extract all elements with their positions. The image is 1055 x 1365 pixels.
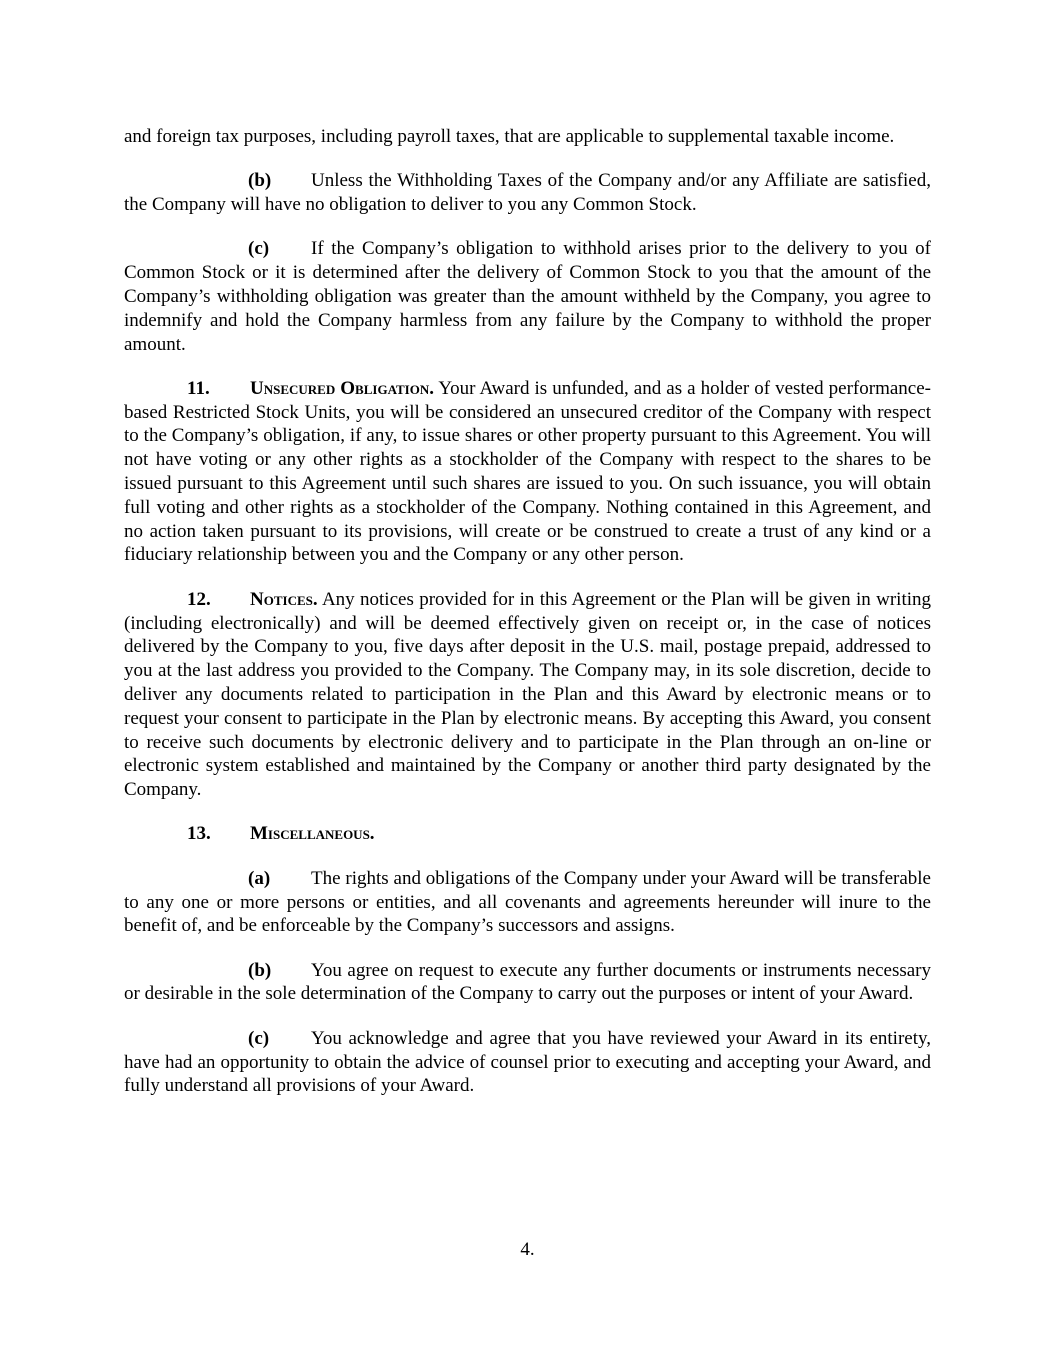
subsection-13-c <box>124 1027 931 1098</box>
subsection-marker: (c) <box>248 1027 270 1049</box>
document-body <box>124 125 931 1119</box>
section-title: Unsecured Obligation. <box>250 377 434 399</box>
subsection-13-b <box>124 959 931 1007</box>
paragraph-continuation <box>124 125 931 149</box>
section-number: 12. <box>187 588 211 610</box>
section-number: 11. <box>187 377 210 399</box>
section-number: 13. <box>187 823 211 845</box>
subsection-10-c <box>124 237 931 356</box>
section-title: Notices. <box>250 588 318 610</box>
section-11 <box>124 377 931 567</box>
subsection-text: Unless the Withholding Taxes of the Company and/or any Affiliate are satisfied, the Company will have no obligation to deliver to you any Common Stock. <box>124 170 931 216</box>
subsection-marker: (c) <box>248 238 270 260</box>
subsection-10-b <box>124 169 931 217</box>
paragraph-text: and foreign tax purposes, including payroll taxes, that are applicable to supplemental taxable income. <box>124 126 895 147</box>
subsection-marker: (a) <box>248 867 271 889</box>
page-number: 4. <box>520 1239 535 1260</box>
section-12 <box>124 588 931 802</box>
subsection-text: The rights and obligations of the Company under your Award will be transferable to any one or more persons or entities, and all covenants and agreements hereunder will inure to the benefit of, and be enforceable by the Company’s successors and assigns. <box>124 867 931 937</box>
section-13 <box>124 822 931 846</box>
subsection-text: If the Company’s obligation to withhold arises prior to the delivery to you of Common Stock or it is determined after the delivery of Common Stock to you that the amount of the Company’s withholding obligation was greater than the amount withheld by the Company, you agree to indemnify and hold the Company harmless from any failure by the Company to withhold the proper amount. <box>124 238 931 355</box>
section-title: Miscellaneous. <box>250 823 375 845</box>
subsection-text: You agree on request to execute any further documents or instruments necessary or desirable in the sole determination of the Company to carry out the purposes or intent of your Award. <box>124 959 931 1005</box>
subsection-marker: (b) <box>248 959 272 981</box>
section-text: Your Award is unfunded, and as a holder of vested performance-based Restricted Stock Units, you will be considered an unsecured creditor of the Company with respect to the Company’s obligation, if any, to issue shares or other property pursuant to this Agreement. You will not have voting or any other rights as a stockholder of the Company with respect to the shares to be issued pursuant to this Agreement until such shares are issued to you. On such issuance, you will obtain full voting and other rights as a stockholder of the Company. Nothing contained in this Agreement, and no action taken pursuant to its provisions, will create or be construed to create a trust of any kind or a fiduciary relationship between you and the Company or any other person. <box>124 377 931 566</box>
subsection-13-a <box>124 867 931 938</box>
subsection-text: You acknowledge and agree that you have reviewed your Award in its entirety, have had an opportunity to obtain the advice of counsel prior to executing and accepting your Award, and fully understand all provisions of your Award. <box>124 1027 931 1097</box>
section-text: Any notices provided for in this Agreement or the Plan will be given in writing (including electronically) and will be deemed effectively given on receipt or, in the case of notices delivered by the Company to you, five days after deposit in the U.S. mail, postage prepaid, addressed to you at the last address you provided to the Company. The Company may, in its sole discretion, decide to deliver any documents related to participation in the Plan and this Award by electronic means or to request your consent to participate in the Plan by electronic means. By accepting this Award, you consent to receive such documents by electronic delivery and to participate in the Plan through an on-line or electronic system established and maintained by the Company or another third party designated by the Company. <box>124 588 932 801</box>
subsection-marker: (b) <box>248 170 272 192</box>
